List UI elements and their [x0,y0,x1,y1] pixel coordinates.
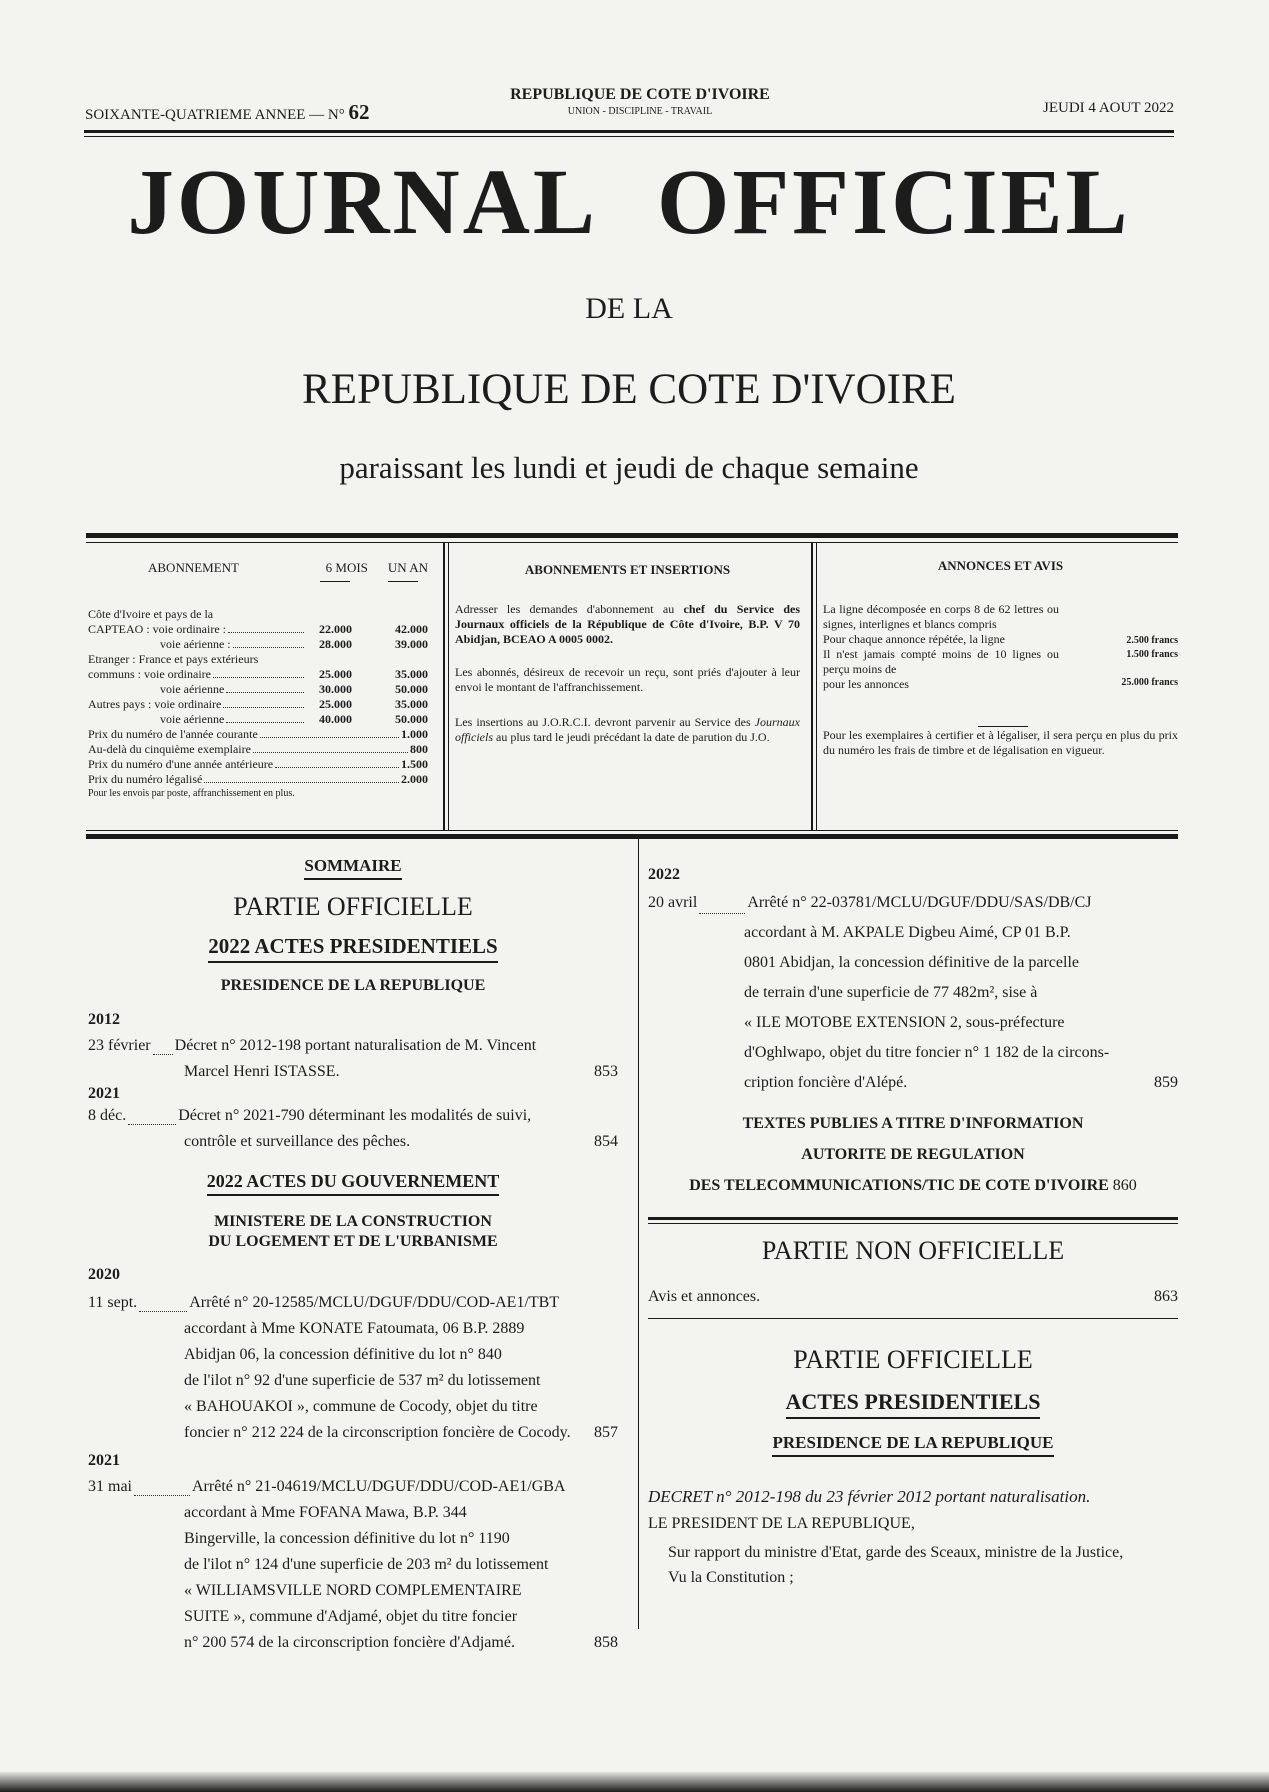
entry-line: « ILE MOTOBE EXTENSION 2, sous-préfecture [744,1014,1065,1031]
toc-entry-5[interactable] [648,888,1178,1098]
decret-title: DECRET n° 2012-198 du 23 février 2012 portant naturalisation. [648,1487,1091,1506]
subscription-label: CAPTEAO : voie ordinaire : [88,622,226,636]
info-box-top-rule [86,533,1178,538]
info-divider-1b [448,542,449,830]
entry-title-last: n° 200 574 de la circonscription foncière d'Adjamé. [184,1634,515,1651]
entry-title-cont: contrôle et surveillance des pêches. [184,1133,411,1150]
textes-line-1: TEXTES PUBLIES A TITRE D'INFORMATION [742,1115,1084,1132]
price-label: Prix du numéro d'une année antérieure [88,757,274,771]
entry-line: Bingerville, la concession définitive du lot n° 1190 [184,1530,510,1547]
toc-entry-3[interactable] [88,1290,618,1446]
partie-non-rule [648,1217,1178,1220]
price-row [88,742,428,757]
price-label: Au-delà du cinquième exemplaire [88,742,251,756]
subscription-row [88,682,428,697]
subscription-label: voie aérienne [160,712,225,726]
one-year-price: 35.000 [395,697,428,711]
minimum-value: 25.000 francs [1121,677,1178,688]
entry-title: Arrêté n° 21-04619/MCLU/DGUF/DDU/COD-AE1/GBA [192,1478,566,1495]
entry-line: de l'ilot n° 92 d'une superficie de 537 m² du lotissement [184,1372,541,1389]
ministere-heading [88,1212,618,1252]
six-month-price: 22.000 [319,622,352,636]
info-box-top-thin [86,542,1178,543]
entry-title: Décret n° 2012-198 portant naturalisation de M. Vincent [174,1037,537,1054]
actes-presidentiels-wrap [88,934,618,963]
entry-body [648,918,1178,1068]
textes-heading [648,1108,1178,1201]
price-rows [88,727,428,787]
six-month-price: 28.000 [319,637,352,651]
textes-line-3: DES TELECOMMUNICATIONS/TIC DE COTE D'IVOIRE [689,1177,1109,1194]
masthead-rule-thin [84,136,1174,137]
entry-body [88,1316,618,1420]
actes-gouvernement-wrap [88,1171,618,1196]
year-label: SOIXANTE-QUATRIEME ANNEE — N° [85,107,345,123]
textes-page: 860 [1112,1177,1137,1194]
six-month-heading: 6 MOIS [325,560,368,575]
partie-officielle-heading: PARTIE OFFICIELLE [233,892,473,921]
subscription-row [88,667,428,682]
entry-line: SUITE », commune d'Adjamé, objet du titre foncier [184,1608,518,1625]
sommaire-column [88,856,618,1656]
one-year-price: 50.000 [395,682,428,696]
entry-page: 858 [594,1634,618,1651]
entry-title: Avis et annonces. [648,1288,761,1305]
subscription-label: voie aérienne [160,682,225,696]
insertions-heading: ABONNEMENTS ET INSERTIONS [524,562,731,577]
deadline-b: au plus tard le jeudi précédant la date de parution du J.O. [493,730,770,744]
ministere-line-1: MINISTERE DE LA CONSTRUCTION [214,1213,492,1230]
address-bold: chef du Service des Journaux officiels de la République de Côte d'Ivoire, B.P. V 70 Abidjan, BCEAO A 0005 0002. [455,602,800,646]
partie-non-rule-thin [648,1223,1178,1224]
six-month-price [306,652,352,667]
subscription-row [88,652,428,667]
toc-entry-4[interactable] [88,1474,618,1656]
postage-note: Pour les envois par poste, affranchissement en plus. [88,788,295,799]
entry-date: 31 mai [88,1478,132,1495]
price-row [88,772,428,787]
insertions-column [455,562,800,745]
frequency-line: paraissant les lundi et jeudi de chaque semaine [339,450,919,485]
subscription-intro: Côte d'Ivoire et pays de la [88,607,214,621]
subscription-row [88,637,428,652]
subscription-label: Etranger : France et pays extérieurs [88,652,259,666]
subscription-label: Autres pays : voie ordinaire [88,697,222,711]
actes-gouvernement-heading: 2022 ACTES DU GOUVERNEMENT [207,1171,500,1196]
entry-line: d'Oghlwapo, objet du titre foncier n° 1 182 de la circons- [744,1044,1110,1061]
entry-page: 857 [594,1424,618,1441]
six-month-price: 40.000 [319,712,352,726]
presidence-wrap [648,1433,1178,1457]
republic-name: REPUBLIQUE DE COTE D'IVOIRE [510,86,770,103]
toc-entry-avis[interactable] [648,1284,1178,1310]
year-2021-b: 2021 [88,1452,120,1469]
info-divider-1 [443,542,445,830]
entry-line: accordant à M. AKPALE Digbeu Aimé, CP 01 B.P. [744,924,1071,941]
entry-title: Arrêté n° 22-03781/MCLU/DGUF/DDU/SAS/DB/CJ [747,894,1092,911]
year-issue [85,100,369,125]
entry-title-last: foncier n° 212 224 de la circonscription foncière de Cocody. [184,1424,571,1441]
ministere-line-2: DU LOGEMENT ET DE L'URBANISME [208,1233,498,1250]
legalisation-note: Pour les exemplaires à certifier et à légaliser, il sera perçu en plus du prix du numéro les frais de timbre et de légalisation en vigueur. [823,728,1178,757]
issue-number: 62 [348,100,370,124]
subscription-label: voie aérienne : [160,637,231,651]
line-rate-text: La ligne décomposée en corps 8 de 62 lettres ou signes, interlignes et blancs compris [823,602,1059,631]
year-2022: 2022 [648,866,680,883]
price-row [88,757,428,772]
toc-entry-2[interactable] [88,1103,618,1155]
entry-line: Abidjan 06, la concession définitive du lot n° 840 [184,1346,502,1363]
entry-page: 853 [594,1063,618,1080]
entry-title-last: cription foncière d'Alépé. [744,1074,908,1091]
one-year-price: 42.000 [395,622,428,636]
column-divider [638,839,639,1629]
minimum-text-b: pour les annonces [823,677,909,691]
motto: UNION - DISCIPLINE - TRAVAIL [567,106,713,117]
subscription-column [88,560,428,801]
entry-date: 11 sept. [88,1294,138,1311]
repeat-rate-text: Pour chaque annonce répétée, la ligne [823,632,1005,646]
entry-title: Décret n° 2021-790 déterminant les modalités de suivi, [178,1107,532,1124]
entry-page: 854 [594,1133,618,1150]
insertions-deadline [455,715,800,745]
price-label: Prix du numéro légalisé [88,772,203,786]
entry-line: de l'ilot n° 124 d'une superficie de 203 m² du lotissement [184,1556,549,1573]
year-2021: 2021 [88,1085,120,1102]
presidence-heading: PRESIDENCE DE LA REPUBLIQUE [220,977,486,994]
year-2012: 2012 [88,1011,120,1028]
one-year-price [352,652,428,667]
vu-constitution: Vu la Constitution ; [668,1569,794,1586]
line-rate-value: 2.500 francs [1126,635,1178,646]
de-la: DE LA [585,292,673,325]
subscription-label: communs : voie ordinaire [88,667,211,681]
price-value: 800 [410,742,428,756]
entry-page: 859 [1154,1074,1178,1091]
toc-entry-1[interactable] [88,1033,618,1085]
subscription-row [88,697,428,712]
subscription-rows [88,622,428,727]
journal-title: JOURNAL OFFICIEL [127,151,1131,254]
entry-line: accordant à Mme KONATE Fatoumata, 06 B.P. 2889 [184,1320,525,1337]
actes-pres-wrap [648,1389,1178,1419]
year-2020: 2020 [88,1266,120,1283]
partie-non-officielle-heading: PARTIE NON OFFICIELLE [761,1236,1065,1265]
entry-title: Arrêté n° 20-12585/MCLU/DGUF/DDU/COD-AE1/TBT [189,1294,560,1311]
price-value: 1.500 [401,757,428,771]
six-month-price: 25.000 [319,667,352,681]
deadline-italic: Journaux officiels [455,715,800,744]
price-label: Prix du numéro de l'année courante [88,727,258,741]
entry-line: « BAHOUAKOI », commune de Cocody, objet du titre [184,1398,538,1415]
actes-presidentiels-heading: 2022 ACTES PRESIDENTIELS [208,934,497,963]
one-year-price: 50.000 [395,712,428,726]
announcements-column [823,558,1178,758]
textes-line-2: AUTORITE DE REGULATION [801,1146,1025,1163]
entry-date: 8 déc. [88,1107,127,1124]
info-box-bottom-rule [86,834,1178,839]
presidence-heading: PRESIDENCE DE LA REPUBLIQUE [772,1433,1053,1457]
country-title: REPUBLIQUE DE COTE D'IVOIRE [302,366,956,413]
masthead-rule [84,130,1174,133]
right-column [648,866,1178,1587]
one-year-price: 35.000 [395,667,428,681]
six-month-price: 30.000 [319,682,352,696]
address-intro: Adresser les demandes d'abonnement au [455,602,684,616]
partie-officielle-heading: PARTIE OFFICIELLE [793,1345,1033,1374]
insertions-address [455,602,800,647]
avis-rule [648,1318,1178,1319]
announcements-heading: ANNONCES ET AVIS [937,558,1064,573]
info-divider-2b [816,542,817,830]
receipt-note: Les abonnés, désireux de recevoir un reçu, sont priés d'ajouter à leur envoi le montant de l'affranchissement. [455,665,800,694]
entry-body [88,1500,618,1630]
price-value: 1.000 [401,727,428,741]
issue-date: JEUDI 4 AOUT 2022 [1043,100,1174,116]
republic-header [440,86,840,117]
le-president: LE PRESIDENT DE LA REPUBLIQUE, [648,1515,915,1532]
entry-line: « WILLIAMSVILLE NORD COMPLEMENTAIRE [184,1582,522,1599]
info-divider-2 [811,542,813,830]
repeat-rate-value: 1.500 francs [1126,649,1178,660]
entry-date: 20 avril [648,894,698,911]
sur-rapport: Sur rapport du ministre d'Etat, garde des Sceaux, ministre de la Justice, [668,1544,1124,1561]
six-month-price: 25.000 [319,697,352,711]
minimum-text: Il n'est jamais compté moins de 10 lignes ou perçu moins de [823,647,1059,676]
page-bottom-edge [0,1772,1269,1792]
info-box-bottom-thin [86,830,1178,831]
entry-line: de terrain d'une superficie de 77 482m², sise à [744,984,1038,1001]
actes-presidentiels-heading: ACTES PRESIDENTIELS [786,1389,1041,1419]
subscription-heading: ABONNEMENT [148,560,239,575]
subscription-row [88,622,428,637]
entry-title-cont: Marcel Henri ISTASSE. [184,1063,340,1080]
entry-line: accordant à Mme FOFANA Mawa, B.P. 344 [184,1504,467,1521]
announcements-short-rule [978,726,1028,727]
entry-page: 863 [1154,1288,1178,1305]
sommaire-heading-wrap [88,856,618,880]
deadline-a: Les insertions au J.O.R.C.I. devront parvenir au Service des [455,715,755,729]
one-year-heading: UN AN [387,560,428,575]
entry-date: 23 février [88,1037,151,1054]
one-year-price: 39.000 [395,637,428,651]
price-row [88,727,428,742]
subscription-row [88,712,428,727]
entry-line: 0801 Abidjan, la concession définitive de la parcelle [744,954,1079,971]
sommaire-heading: SOMMAIRE [304,856,401,880]
subscription-header [88,560,428,575]
price-value: 2.000 [401,772,428,786]
